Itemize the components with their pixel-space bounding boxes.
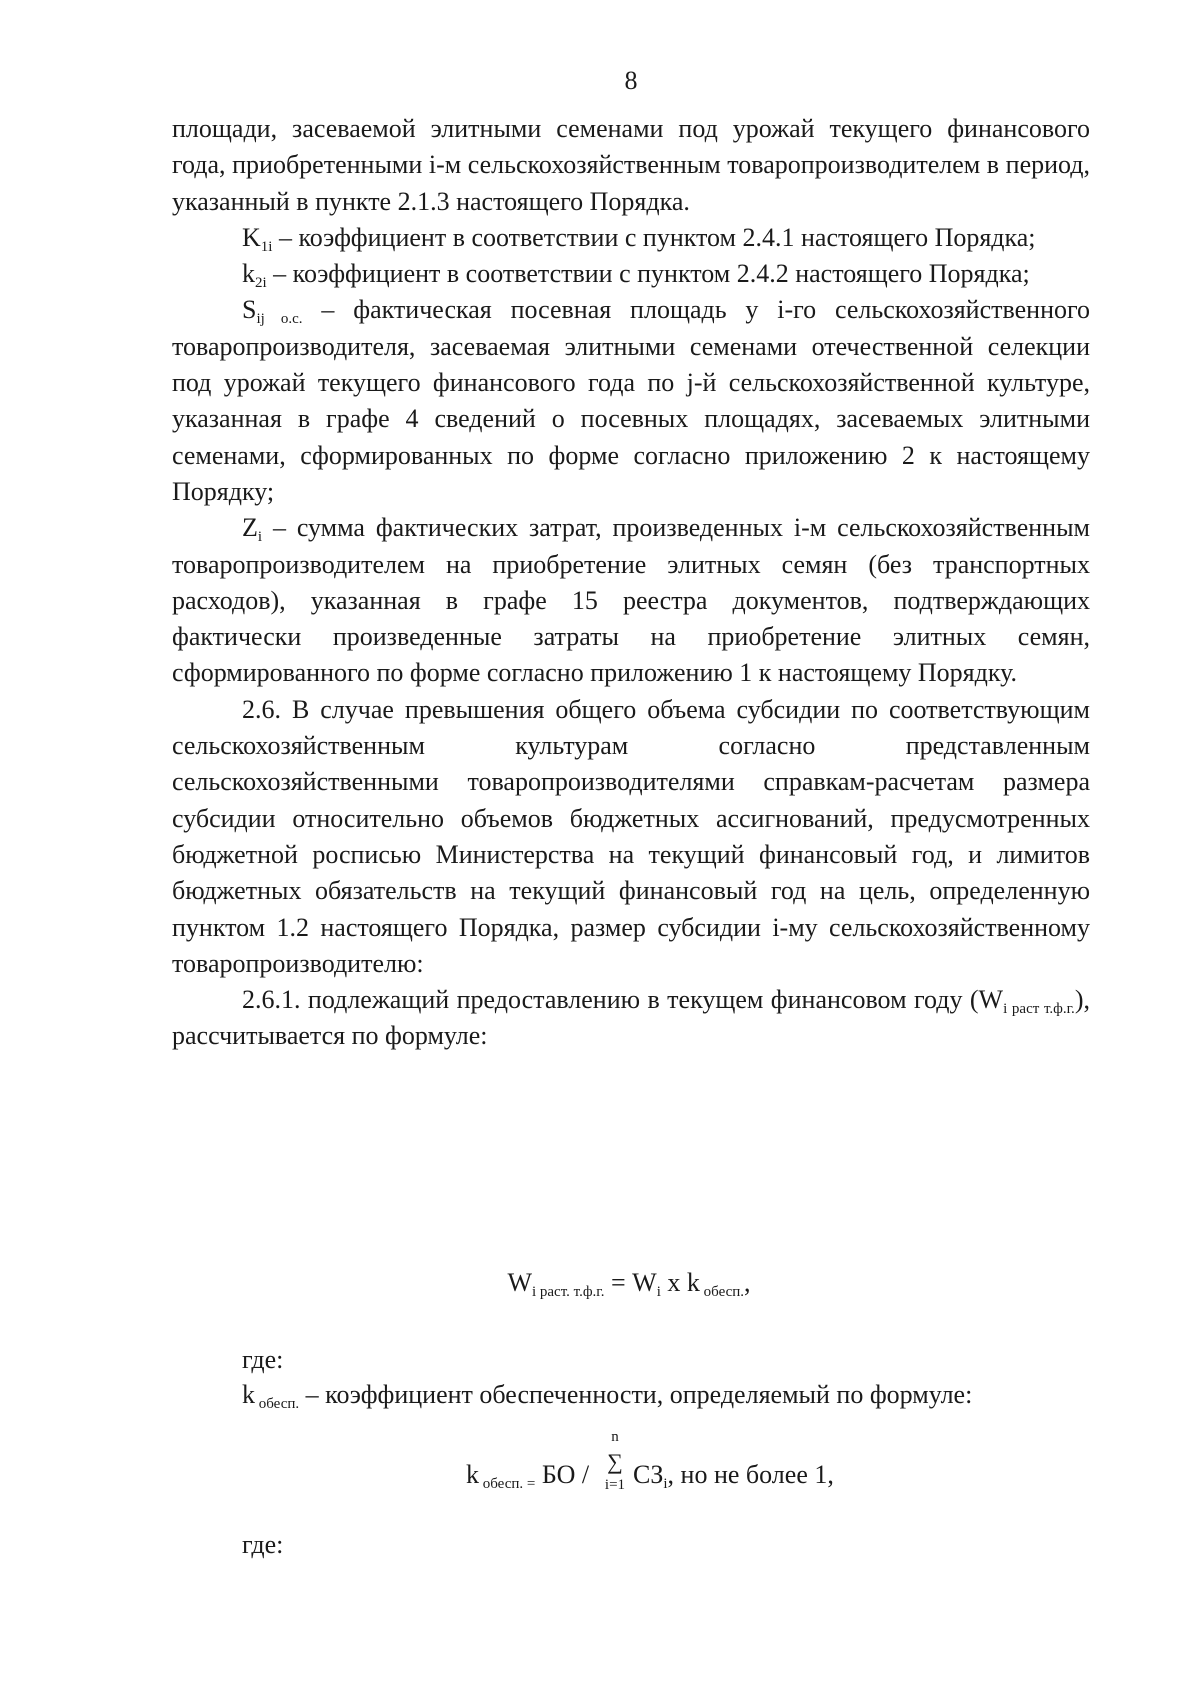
paragraph-2-6: 2.6. В случае превышения общего объема субсидии по соответствующим сельскохозяйственным культурам согласно представленным сельскохозяйственными товаропроизводителями справкам-расчетам размера субсидии относительно объемов бюджетных ассигнований, предусмотренных бюджетной росписью Министерства на текущий финансовый год, и лимитов бюджетных обязательств на текущий финансовый год на цель, определенную пунктом 1.2 настоящего Порядка, размер субсидии i-му сельскохозяйственному товаропроизводителю: (172, 694, 1090, 978)
document-body (172, 111, 1090, 1055)
subscript-k-obesp: обесп. (255, 1396, 300, 1412)
paragraph-area-continuation: площади, засеваемой элитными семенами под урожай текущего финансового года, приобретенными i-м сельскохозяйственным товаропроизводителем в период, указанный в пункте 2.1.3 настоящего Порядка. (172, 114, 1090, 216)
subscript-k2: 2i (255, 275, 267, 292)
page-number: 8 (624, 66, 638, 95)
summation-lower-limit: i=1 (604, 1477, 626, 1493)
subscript-s: ij о.с. (256, 311, 303, 328)
definition-k1 (172, 220, 1090, 256)
formula1-times-k: x k (660, 1268, 700, 1297)
where-label-2: где: (242, 1530, 284, 1559)
formula1-equals-w: = W (604, 1268, 657, 1297)
formula-w-calculation (0, 1268, 1200, 1298)
formula-k-obesp (466, 1425, 1066, 1505)
paragraph-2-6-1-subscript: i раст т.ф.г. (1003, 1001, 1075, 1018)
formula1-wi-subscript: i (656, 1284, 661, 1300)
formula2-sz: СЗ (633, 1460, 664, 1489)
formula2-lhs (466, 1460, 589, 1490)
definition-s-text: – фактическая посевная площадь у i-го сельскохозяйственного товаропроизводителя, засеваемая элитными семенами отечественной селекции под урожай текущего финансового года по j-й сельскохозяйственной культуре, указанная в графе 4 сведений о посевных площадях, засеваемых элитными семенами, сформированных по форме согласно приложению 2 к настоящему Порядку; (172, 295, 1091, 506)
symbol-z: Z (242, 513, 258, 543)
definition-k2-text: – коэффициент в соответствии с пунктом 2.4.2 настоящего Порядка; (266, 259, 1030, 289)
definition-k2 (172, 256, 1090, 292)
formula1-end: , (744, 1268, 751, 1297)
subscript-k1: 1i (260, 238, 273, 255)
summation-upper-limit: n (611, 1429, 619, 1445)
formula2-k-subscript: обесп. = (479, 1476, 536, 1492)
summation-sign: ∑ (607, 1449, 623, 1474)
paragraph-2-6-1-tail: ), рассчитывается по формуле: (172, 985, 1090, 1051)
definition-z (172, 510, 1090, 691)
definition-s (172, 292, 1090, 510)
definition-z-text: – сумма фактических затрат, произведенных i-м сельскохозяйственным товаропроизводителем на приобретение элитных семян (без транспортных расходов), указанная в графе 15 реестра документов, подтверждающих фактически произведенные затраты на приобретение элитных семян, сформированного по форме согласно приложению 1 к настоящему Порядку. (172, 513, 1090, 688)
formula2-sz-subscript: i (663, 1476, 668, 1492)
symbol-k-obesp: k (242, 1380, 255, 1409)
definition-k-obesp-text: – коэффициент обеспеченности, определяемый по формуле: (299, 1380, 973, 1409)
paragraph-2-6-1 (172, 982, 1090, 1055)
formula2-k: k (466, 1460, 479, 1489)
where-label: где: (242, 1345, 284, 1374)
formula1-w-subscript: i раст. т.ф.г. (531, 1284, 605, 1300)
paragraph-2-6-1-text: 2.6.1. подлежащий предоставлению в текущем финансовом году (W (242, 985, 1004, 1015)
symbol-s: S (242, 295, 257, 325)
symbol-k1: K (242, 222, 261, 252)
formula2-rhs (633, 1460, 834, 1490)
formula2-bo: БО / (535, 1460, 590, 1489)
formula1-k-subscript: обесп. (699, 1284, 745, 1300)
subscript-z: i (257, 529, 263, 546)
symbol-k2: k (242, 259, 255, 289)
definition-k1-text: – коэффициент в соответствии с пунктом 2.4.1 настоящего Порядка; (272, 222, 1036, 252)
formula2-tail: , но не более 1, (667, 1460, 834, 1489)
summation (602, 1425, 628, 1495)
formula1-w: W (507, 1268, 532, 1297)
definition-k-obesp (242, 1380, 972, 1410)
